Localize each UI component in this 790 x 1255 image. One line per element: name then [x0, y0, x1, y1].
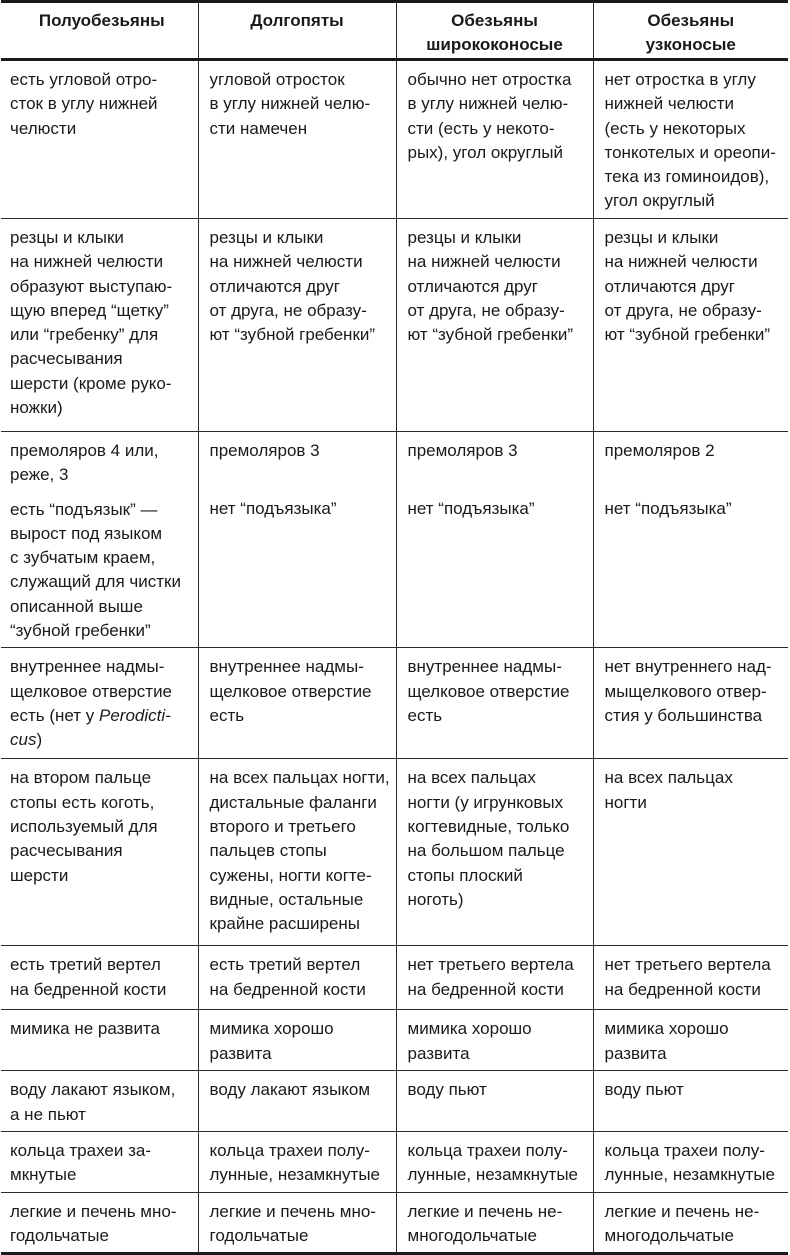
table-cell: на всех пальцах ногти (у игрунковых когтевидные, только на большом пальце стопы плоский ноготь) [396, 759, 593, 946]
table-row [1, 219, 788, 432]
header-cell: Долгопяты [198, 2, 396, 60]
table-cell: мимика хорошо развита [396, 1010, 593, 1071]
table-row [1, 1192, 788, 1254]
table-cell [593, 432, 788, 648]
table-cell: резцы и клыки на нижней челюсти отличаются друг от друга, не образу- ют “зубной гребенки” [593, 219, 788, 432]
table-cell: воду лакают языком [198, 1071, 396, 1132]
table-cell [198, 432, 396, 648]
header-cell: Полуобезьяны [1, 2, 198, 60]
table-cell: нет внутреннего над- мыщелкового отвер- стия у большинства [593, 648, 788, 759]
table-cell: мимика не развита [1, 1010, 198, 1071]
table-cell: внутреннее надмы- щелковое отверстие есть [198, 648, 396, 759]
table-cell: на всех пальцах ногти, дистальные фаланги второго и третьего пальцев стопы сужены, ногти когте- видные, остальные крайне расширены [198, 759, 396, 946]
header-cell: Обезьяны узконосые [593, 2, 788, 60]
table-cell: резцы и клыки на нижней челюсти отличаются друг от друга, не образу- ют “зубной гребенки” [198, 219, 396, 432]
table-cell [1, 648, 198, 759]
table-cell: мимика хорошо развита [198, 1010, 396, 1071]
table-cell: нет третьего вертела на бедренной кости [593, 946, 788, 1010]
table-row [1, 60, 788, 219]
table-cell: резцы и клыки на нижней челюсти образуют выступаю- щую вперед “щетку” или “гребенку” для расчесывания шерсти (кроме руко- ножки) [1, 219, 198, 432]
cell-text: премоляров 3 [407, 441, 518, 460]
table-cell: кольца трахеи полу- лунные, незамкнутые [198, 1131, 396, 1192]
header-cell: Обезьяны ширококоносые [396, 2, 593, 60]
header-row [1, 2, 788, 60]
table-row [1, 1131, 788, 1192]
cell-text: премоляров 2 [604, 441, 715, 460]
cell-text: нет “подъязыка” [209, 499, 337, 519]
table-cell: есть угловой отро- сток в углу нижней челюсти [1, 60, 198, 219]
table-cell: нет третьего вертела на бедренной кости [396, 946, 593, 1010]
table-cell: легкие и печень не- многодольчатые [396, 1192, 593, 1254]
table-cell: кольца трахеи полу- лунные, незамкнутые [593, 1131, 788, 1192]
table-cell [396, 432, 593, 648]
table-cell: есть третий вертел на бедренной кости [198, 946, 396, 1010]
cell-text: нет “подъязыка” [604, 499, 732, 519]
genus-name: Perodicti- cus [10, 705, 171, 750]
table-cell: воду лакают языком, а не пьют [1, 1071, 198, 1132]
table-cell: кольца трахеи за- мкнутые [1, 1131, 198, 1192]
table-cell: на всех пальцах ногти [593, 759, 788, 946]
table-cell [1, 432, 198, 648]
primate-comparison-table [1, 0, 788, 1255]
table-cell: внутреннее надмы- щелковое отверстие есть [396, 648, 593, 759]
table-row [1, 432, 788, 648]
cell-text: премоляров 4 или, реже, 3 [10, 441, 159, 485]
table-cell: воду пьют [396, 1071, 593, 1132]
table-cell: есть третий вертел на бедренной кости [1, 946, 198, 1010]
table-cell: мимика хорошо развита [593, 1010, 788, 1071]
cell-text: есть “подъязык” — вырост под языком с зубчатым краем, служащий для чистки описанной выше “зубной гребенки” [10, 499, 181, 641]
table-row [1, 1010, 788, 1071]
cell-text-perodicticus: внутреннее надмы- щелковое отверстие есть (нет у Perodicti- cus) [10, 657, 173, 750]
table-cell: угловой отросток в углу нижней челю- сти намечен [198, 60, 396, 219]
table-row [1, 1071, 788, 1132]
table-cell: воду пьют [593, 1071, 788, 1132]
table-cell: легкие и печень мно- годольчатые [198, 1192, 396, 1254]
table-cell: на втором пальце стопы есть коготь, используемый для расчесывания шерсти [1, 759, 198, 946]
table-cell: легкие и печень мно- годольчатые [1, 1192, 198, 1254]
table-row [1, 946, 788, 1010]
cell-text: премоляров 3 [209, 441, 320, 460]
cell-text: нет “подъязыка” [407, 499, 535, 519]
table-cell: легкие и печень не- многодольчатые [593, 1192, 788, 1254]
table-row [1, 648, 788, 759]
table-row [1, 759, 788, 946]
table-cell: нет отростка в углу нижней челюсти (есть у некоторых тонкотелых и ореопи- тека из гоминоидов), угол округлый [593, 60, 788, 219]
table-cell: резцы и клыки на нижней челюсти отличаются друг от друга, не образу- ют “зубной гребенки” [396, 219, 593, 432]
table-cell: обычно нет отростка в углу нижней челю- сти (есть у некото- рых), угол округлый [396, 60, 593, 219]
table-cell: кольца трахеи полу- лунные, незамкнутые [396, 1131, 593, 1192]
